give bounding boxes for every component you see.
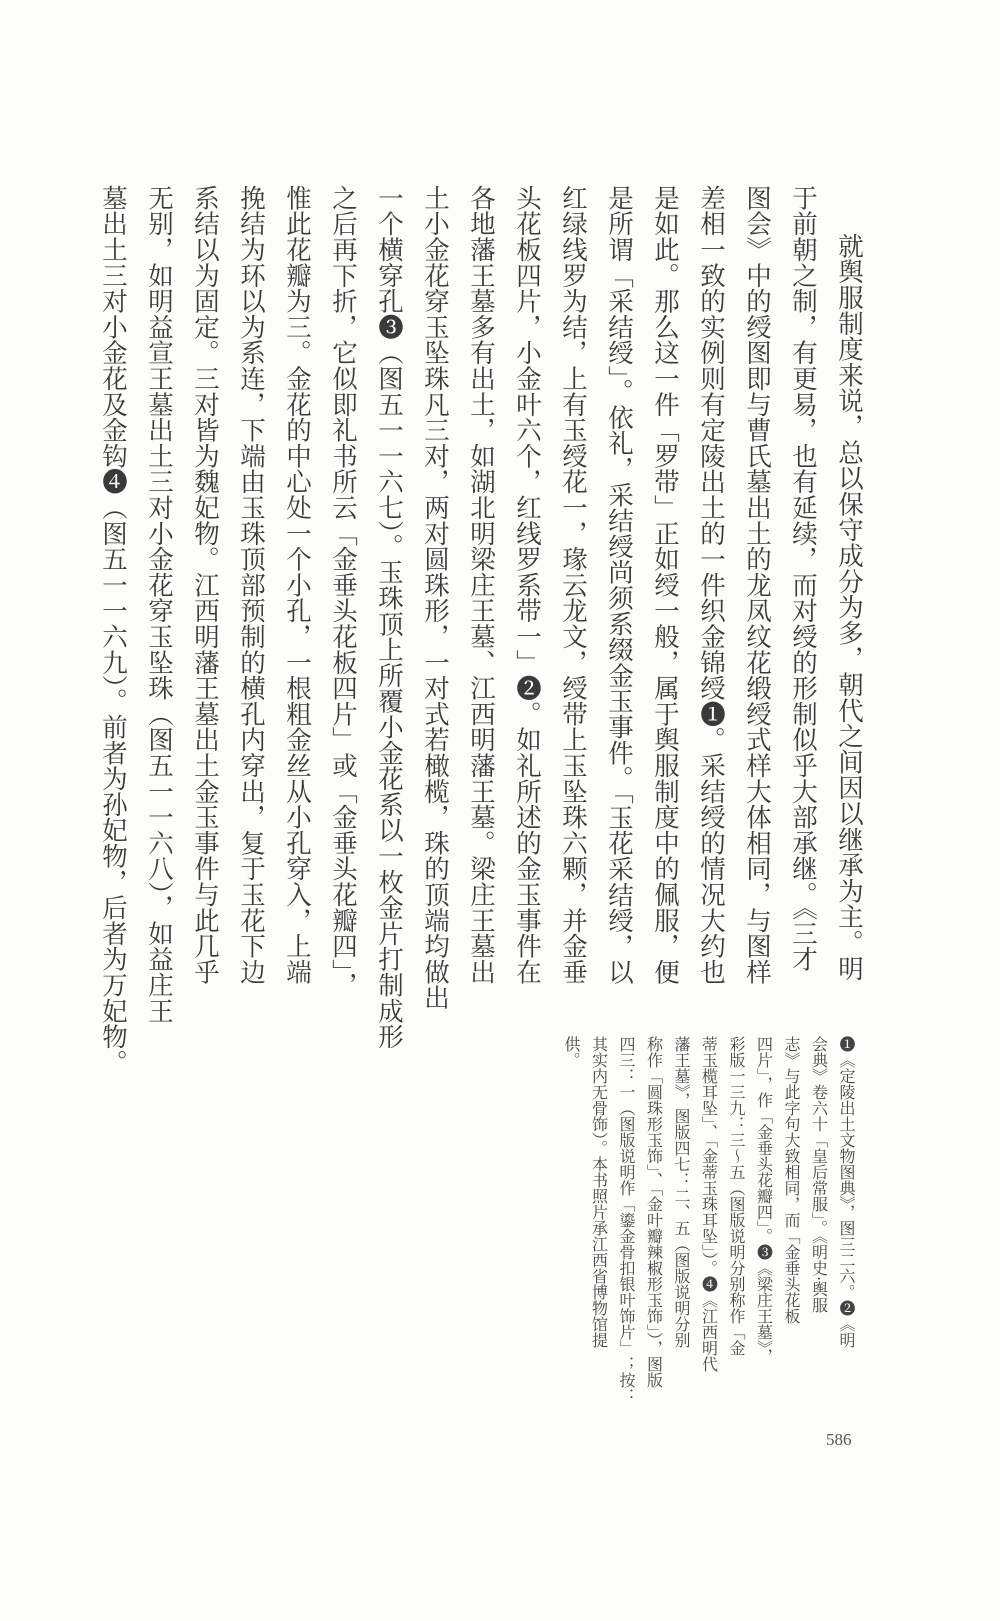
footnote-column: 四三：一（图版说明作「鎏金骨扣银叶饰片」；按： xyxy=(617,1036,636,1404)
body-column: 系结以为固定。三对皆为魏妃物。江西明藩王墓出土金玉事件与此几乎 xyxy=(190,185,220,985)
body-column: 是所谓「采结绶」。依礼，采结绶尚须系缀金玉事件。「玉花采结绶，以 xyxy=(604,185,634,986)
body-column: 墓出土三对小金花及金钩❹（图五一一六九）。前者为孙妃物，后者为万妃物。 xyxy=(98,185,128,1076)
footnote-column: ❶《定陵出土文物图典》，图三二六。❷《明 xyxy=(837,1036,856,1348)
body-column: 差相一致的实例则有定陵出土的一件织金锦绶❶。采结绶的情况大约也 xyxy=(696,185,726,985)
body-column: 红绿线罗为结，上有玉绶花一，瑑云龙文，绶带上玉坠珠六颗，并金垂 xyxy=(558,185,588,985)
body-column: 于前朝之制，有更易，也有延续，而对绶的形制似乎大部承继。《三才 xyxy=(788,185,818,973)
body-column: 无别，如明益宣王墓出土三对小金花穿玉坠珠（图五一一六八），如益庄王 xyxy=(144,185,174,1024)
body-column: 之后再下折，它似即礼书所云「金垂头花板四片」或「金垂头花瓣四」， xyxy=(328,185,358,998)
body-column: 各地藩王墓多有出土，如湖北明梁庄王墓、江西明藩王墓。梁庄王墓出 xyxy=(466,185,496,985)
footnote-column: 四片」，作「金垂头花瓣四」。❸《梁庄王墓》， xyxy=(754,1036,774,1364)
footnote-column: 称作「圆珠形玉饰」、「金叶瓣辣椒形玉饰」），图版 xyxy=(644,1036,664,1388)
footnote-column: 供。 xyxy=(562,1036,581,1068)
body-text xyxy=(90,185,872,1076)
footnote-column: 彩版一三九：三～五（图版说明分别称作「金 xyxy=(727,1036,746,1356)
footnote-column: 志》与此字句大致相同，而「金垂头花板 xyxy=(782,1036,801,1324)
body-column: 惟此花瓣为三。金花的中心处一个小孔，一根粗金丝从小孔穿入，上端 xyxy=(282,185,312,985)
body-column: 是如此。那么这一件「罗带」正如绶一般，属于舆服制度中的佩服，便 xyxy=(650,185,680,985)
footnote-column: 藩王墓》，图版四七：二、五（图版说明分别 xyxy=(672,1036,691,1348)
page-number: 586 xyxy=(826,1430,852,1449)
footnote-column: 其实内无骨饰）。本书照片承江西省博物馆提 xyxy=(589,1036,609,1348)
body-column: 土小金花穿玉坠珠凡三对，两对圆珠形，一对式若橄榄，珠的顶端均做出 xyxy=(420,185,450,1011)
footnote-column: 会典》卷六十「皇后常服」。《明史·舆服 xyxy=(809,1036,829,1314)
body-column: 就舆服制度来说，总以保守成分为多，朝代之间因以继承为主。明 xyxy=(834,233,864,982)
body-column: 一个横穿孔❸（图五一一六七）。玉珠顶上所覆小金花系以一枚金片打制成形 xyxy=(374,185,404,1050)
body-column: 图会》中的绶图即与曹氏墓出土的龙凤纹花缎绶式样大体相同，与图样 xyxy=(742,185,772,985)
body-column: 挽结为环以为系连，下端由玉珠顶部预制的横孔内穿出，复于玉花下边 xyxy=(236,185,266,985)
footnote-column: 蒂玉榄耳坠」、「金蒂玉珠耳坠」）。❹《江西明代 xyxy=(699,1036,719,1372)
footnotes xyxy=(558,1036,861,1404)
body-column: 头花板四片，小金叶六个，红线罗系带一」❷。如礼所述的金玉事件在 xyxy=(512,185,542,985)
